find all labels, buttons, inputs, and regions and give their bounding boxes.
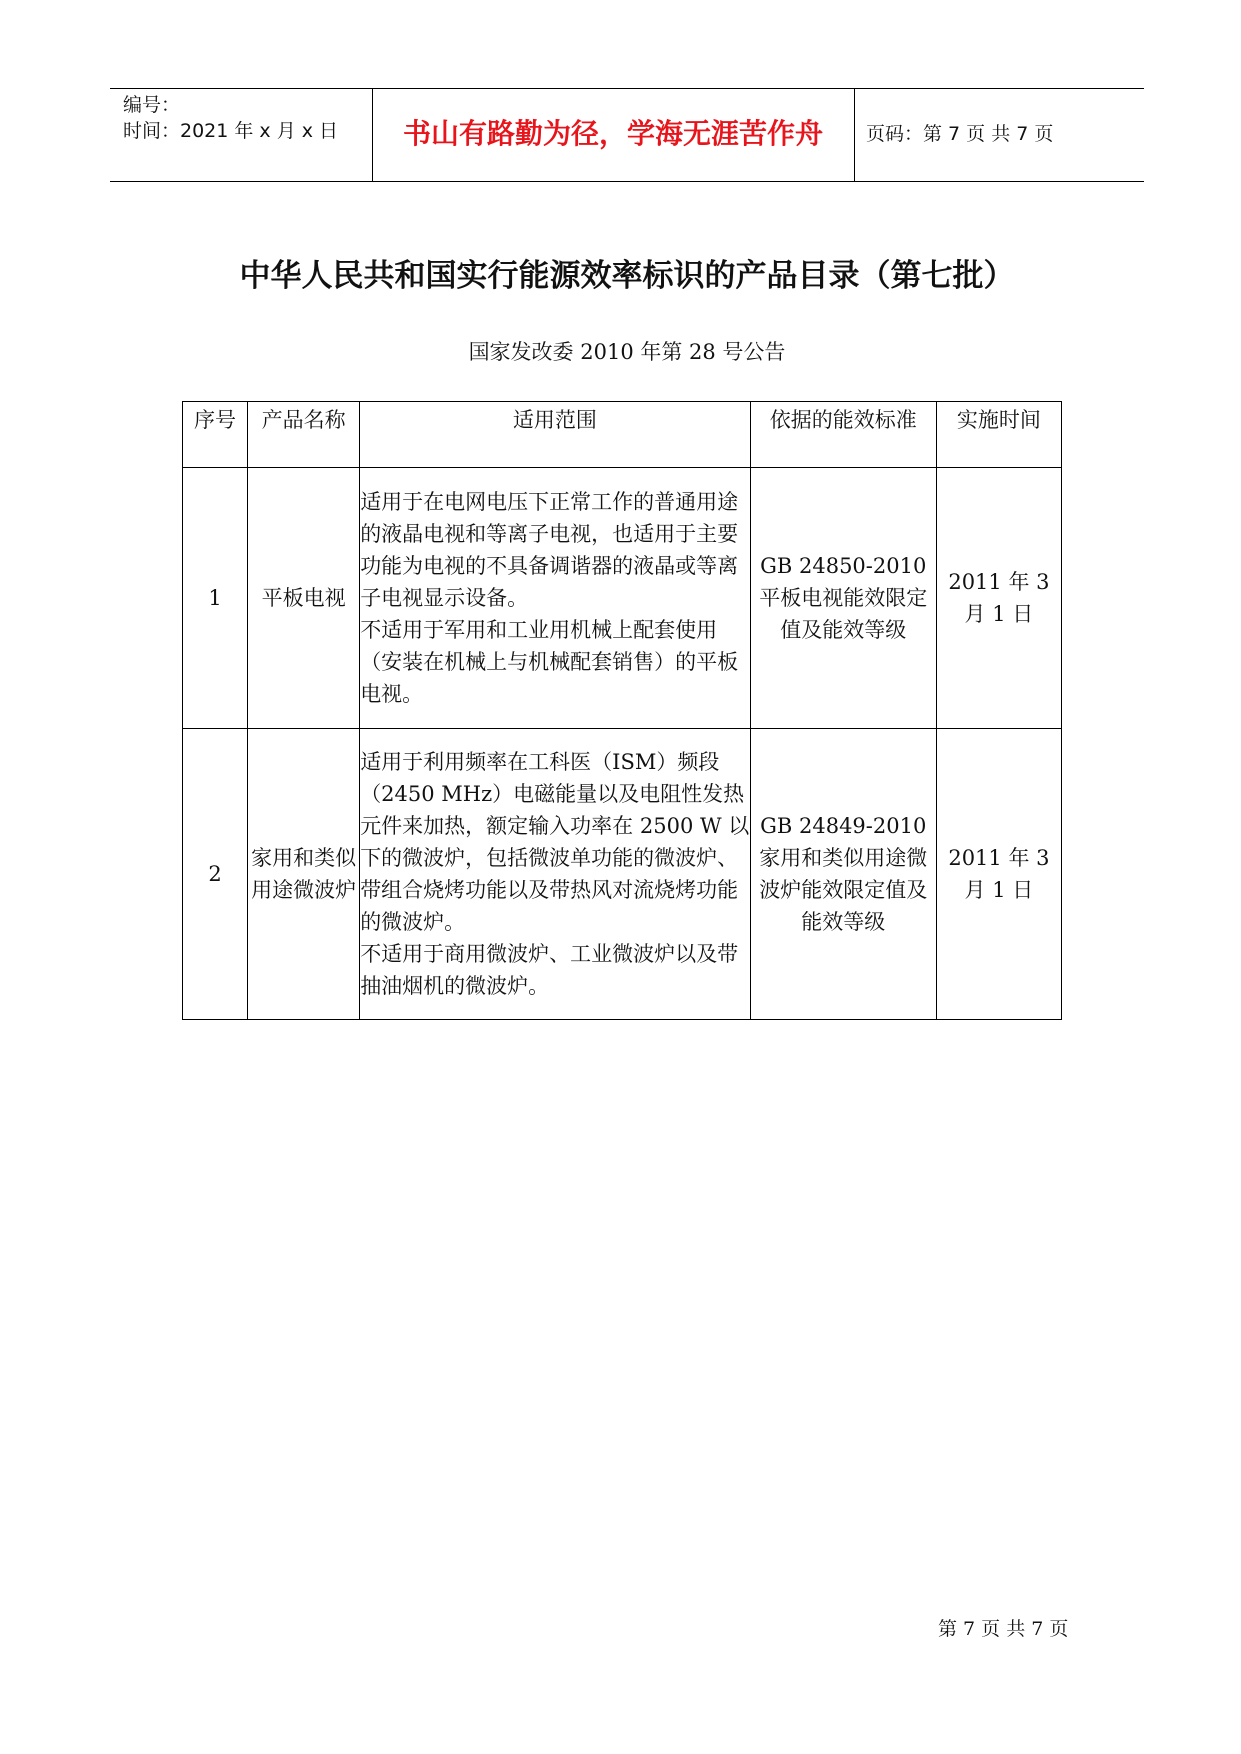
scope-excluded: 不适用于商用微波炉、工业微波炉以及带抽油烟机的微波炉。 (360, 942, 739, 998)
table-row (183, 729, 1062, 1020)
document-number-label: 编号： (123, 94, 181, 116)
document-subtitle: 国家发改委 2010 年第 28 号公告 (468, 340, 786, 364)
header-page-number: 页码：第 7 页 共 7 页 (866, 123, 1054, 145)
energy-standard: GB 24849-2010 家用和类似用途微波炉能效限定值及能效等级 (750, 729, 936, 1020)
header-page-cell (854, 89, 1144, 181)
row-number: 1 (183, 468, 248, 729)
header-cell-name: 产品名称 (248, 402, 360, 468)
product-name: 家用和类似用途微波炉 (248, 729, 360, 1020)
document-title: 中华人民共和国实行能源效率标识的产品目录（第七批） (239, 258, 1015, 294)
product-name: 平板电视 (248, 468, 360, 729)
table-header-row (183, 402, 1062, 468)
scope-cell (360, 729, 750, 1020)
header-cell-scope: 适用范围 (360, 402, 750, 468)
header-meta (110, 89, 373, 181)
page-header (110, 88, 1144, 182)
page-footer: 第 7 页 共 7 页 (938, 1618, 1069, 1640)
scope-applicable: 适用于在电网电压下正常工作的普通用途的液晶电视和等离子电视，也适用于主要功能为电视的不具备调谐器的液晶或等离子电视显示设备。 (360, 490, 739, 610)
header-cell-no: 序号 (183, 402, 248, 468)
scope-excluded: 不适用于军用和工业用机械上配套使用（安装在机械上与机械配套销售）的平板电视。 (360, 618, 739, 706)
effective-date: 2011 年 3 月 1 日 (936, 729, 1061, 1020)
header-motto-cell (372, 89, 855, 181)
scope-applicable: 适用于利用频率在工科医（ISM）频段（2450 MHz）电磁能量以及电阻性发热元件来加热，额定输入功率在 2500 W 以下的微波炉，包括微波单功能的微波炉、带组合烧烤功能以及带热风对流烧烤功能的微波炉。 (360, 750, 750, 934)
effective-date: 2011 年 3 月 1 日 (936, 468, 1061, 729)
header-cell-standard: 依据的能效标准 (750, 402, 936, 468)
scope-cell (360, 468, 750, 729)
header-cell-date: 实施时间 (936, 402, 1061, 468)
document-time-label: 时间：2021 年 x 月 x 日 (123, 120, 339, 142)
product-catalog-table (182, 401, 1062, 1020)
header-motto: 书山有路勤为径，学海无涯苦作舟 (402, 117, 823, 150)
energy-standard: GB 24850-2010 平板电视能效限定值及能效等级 (750, 468, 936, 729)
table-row (183, 468, 1062, 729)
row-number: 2 (183, 729, 248, 1020)
